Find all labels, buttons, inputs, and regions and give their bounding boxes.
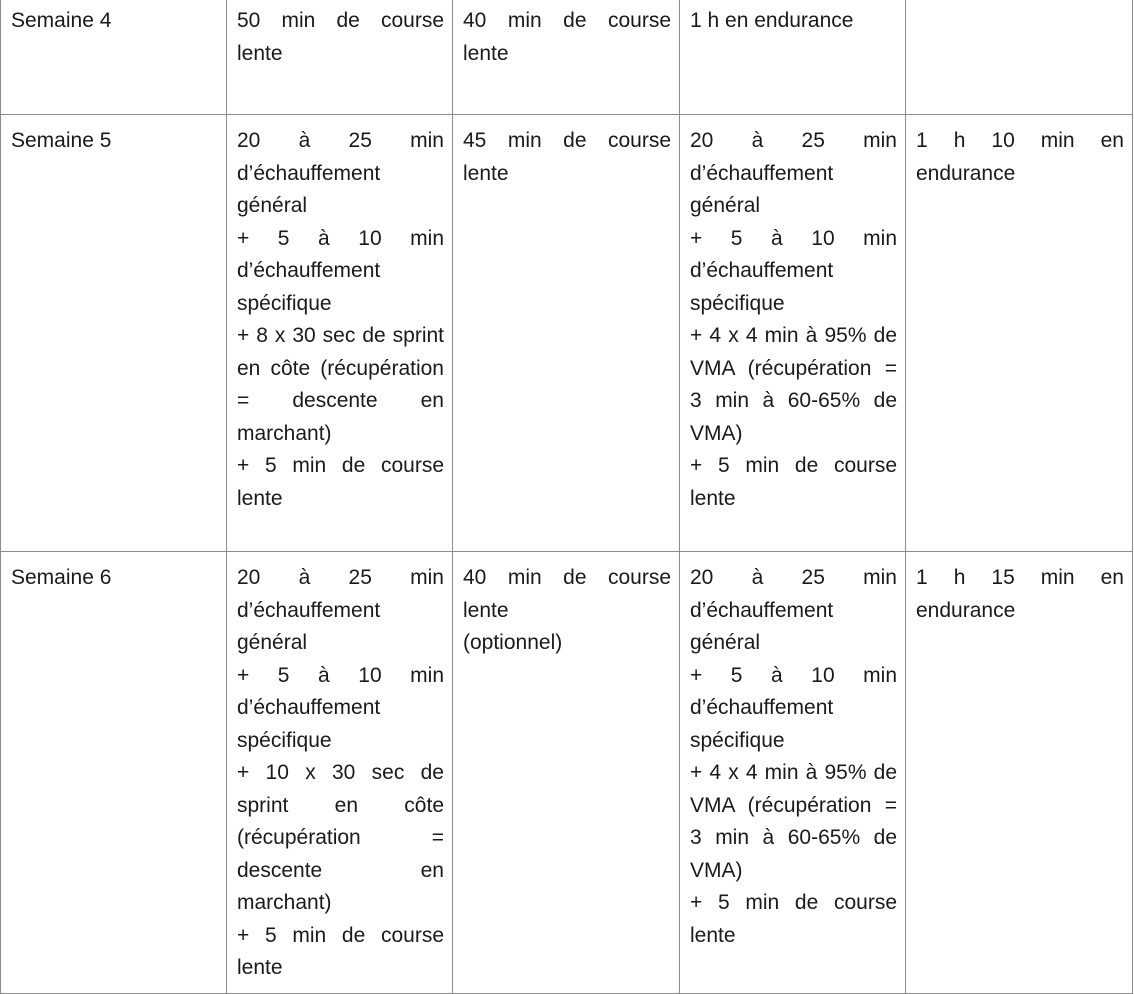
session-line: 1 h 10 min en endurance	[916, 129, 1124, 185]
session-cell	[453, 552, 680, 994]
session-line: + 5 min de course lente	[237, 454, 444, 510]
table-row-week-4	[1, 0, 1133, 115]
session-line: 20 à 25 min d’échauffement général	[237, 129, 444, 217]
session-cell	[680, 115, 906, 552]
session-line: 1 h 15 min en endurance	[916, 566, 1124, 622]
session-line: 20 à 25 min d’échauffement général	[237, 566, 444, 654]
session-cell	[227, 115, 453, 552]
session-line: + 5 à 10 min d’échauffement spécifique	[237, 226, 444, 315]
session-line: 40 min de course lente	[463, 9, 671, 65]
session-line: + 10 x 30 sec de sprint en côte (récupération = descente en marchant)	[237, 761, 444, 914]
session-cell-empty	[906, 0, 1133, 115]
session-cell	[227, 552, 453, 994]
session-line: 1 h en endurance	[690, 9, 854, 32]
session-cell	[453, 115, 680, 552]
week-label: Semaine 4	[1, 0, 227, 115]
session-line: + 5 min de course lente	[237, 923, 444, 979]
table-row-week-6	[1, 552, 1133, 994]
session-line: 40 min de course lente	[463, 566, 671, 622]
session-cell	[227, 0, 453, 115]
session-cell	[680, 0, 906, 115]
session-line: + 4 x 4 min à 95% de VMA (récupération = 3 min à 60-65% de VMA)	[690, 324, 897, 445]
week-label: Semaine 6	[1, 552, 227, 994]
session-line: + 5 à 10 min d’échauffement spécifique	[690, 663, 897, 752]
session-cell	[453, 0, 680, 115]
session-cell	[906, 552, 1133, 994]
table-row-week-5	[1, 115, 1133, 552]
session-line: 20 à 25 min d’échauffement général	[690, 566, 897, 654]
session-line: + 5 à 10 min d’échauffement spécifique	[237, 663, 444, 752]
session-cell	[906, 115, 1133, 552]
session-line: + 5 min de course lente	[690, 454, 897, 510]
session-line: 45 min de course lente	[463, 129, 671, 185]
session-line: 50 min de course lente	[237, 9, 444, 65]
session-line: + 4 x 4 min à 95% de VMA (récupération = 3 min à 60-65% de VMA)	[690, 761, 897, 882]
session-line: + 8 x 30 sec de sprint en côte (récupération = descente en marchant)	[237, 324, 444, 445]
session-cell	[680, 552, 906, 994]
session-line: + 5 min de course lente	[690, 891, 897, 947]
week-label: Semaine 5	[1, 115, 227, 552]
session-line: + 5 à 10 min d’échauffement spécifique	[690, 226, 897, 315]
session-line: 20 à 25 min d’échauffement général	[690, 129, 897, 217]
session-line: (optionnel)	[463, 631, 563, 654]
